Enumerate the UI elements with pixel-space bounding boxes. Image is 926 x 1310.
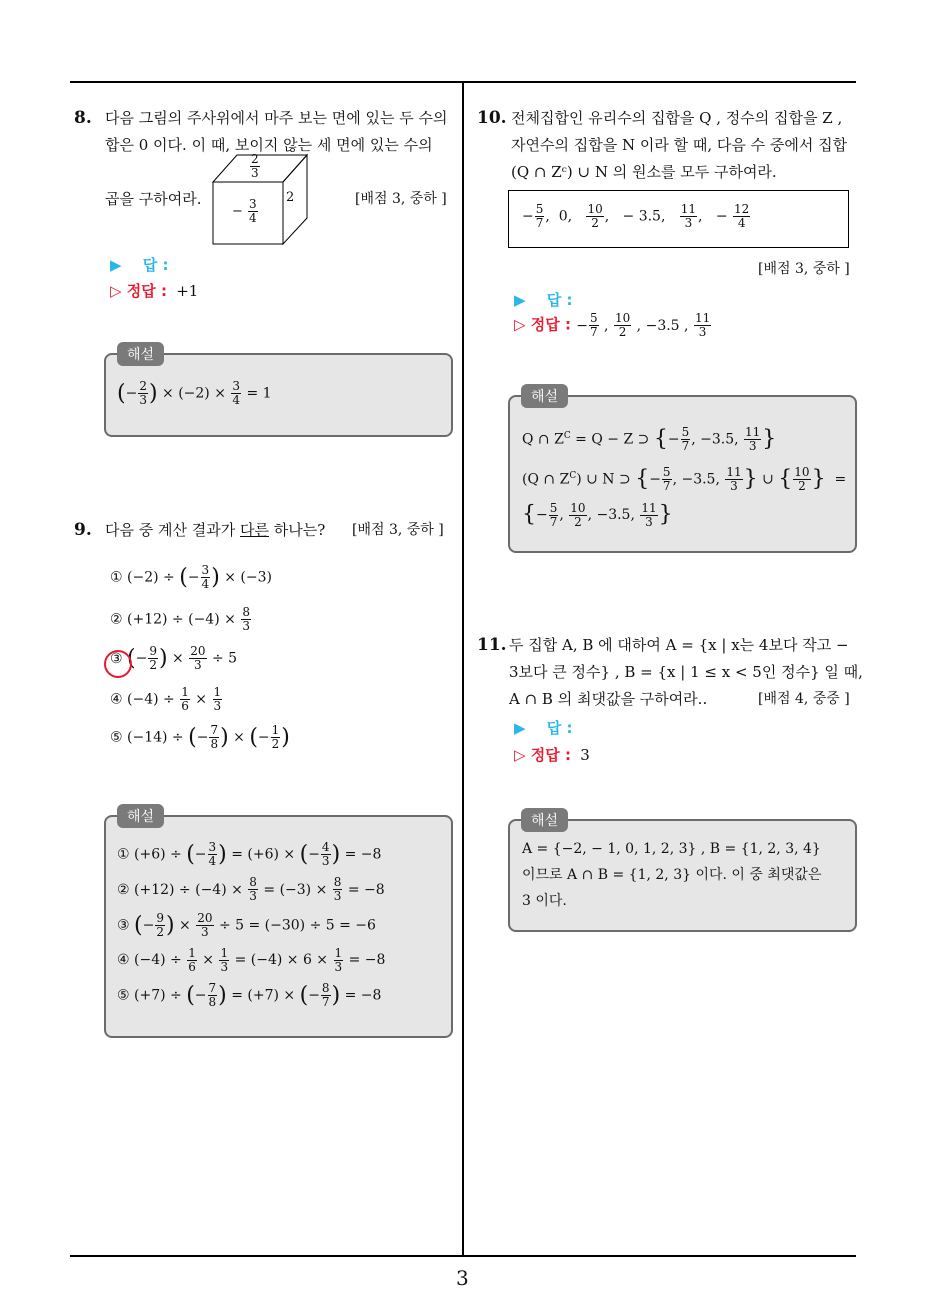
q11-sol-2: 이므로 A ∩ B = {1, 2, 3} 이다. 이 중 최댓값은 <box>522 867 822 883</box>
q9-choice-3[interactable]: ③ (− $\frac{9}{2}$ ) × $\frac{20}{3}$ ÷ 5 <box>110 645 237 672</box>
q9-solution-lines <box>117 837 385 1014</box>
q9-number: 9. <box>74 520 92 540</box>
q10-solution-lines <box>522 418 846 533</box>
q9-sol-1: ① (+6) ÷ (− $\frac{3}{4}$ ) = (+6) × (− $\frac{4}{3}$ ) = −8 <box>117 840 382 868</box>
q11-meta: [배점 4, 중중 ] <box>758 691 850 707</box>
play-icon: ▶ <box>514 291 526 309</box>
outline-triangle-icon: ▷ <box>110 282 122 300</box>
q8-line2: 합은 0 이다. 이 때, 보이지 않는 세 면에 있는 수의 <box>105 136 433 154</box>
q9-sol-5: ⑤ (+7) ÷ (− $\frac{7}{8}$ ) = (+7) × (− $\frac{8}{7}$ ) = −8 <box>117 981 382 1009</box>
q10-meta: [배점 3, 중하 ] <box>758 261 850 277</box>
red-circle-mark <box>104 650 132 678</box>
q8-answer: ▶ 답 : <box>110 256 169 274</box>
q8-line3: 곱을 구하여라. <box>105 190 202 208</box>
q9-meta: [배점 3, 중하 ] <box>352 522 444 538</box>
q11-sol-3: 3 이다. <box>522 893 567 909</box>
play-icon: ▶ <box>514 719 526 737</box>
q9-sol-4: ④ (−4) ÷ $\frac{1}{6}$ × $\frac{1}{3}$ = (−4) × 6 × $\frac{1}{3}$ = −8 <box>117 945 386 974</box>
q11-number: 11. <box>477 635 507 655</box>
q10-line2: 자연수의 집합을 N 이라 할 때, 다음 수 중에서 집합 <box>511 136 848 154</box>
q8-correct: ▷ 정답 : +1 <box>110 282 199 300</box>
q10-correct: ▷ 정답 : − $\frac{5}{7}$ , $\frac{10}{2}$ , −3.5 , $\frac{11}{3}$ <box>514 311 711 339</box>
q8-solution-line: (− $\frac{2}{3}$ ) × (−2) × $\frac{3}{4}$ = 1 <box>117 379 272 407</box>
q8-meta: [배점 3, 중하 ] <box>355 191 447 207</box>
q9-choice-5[interactable]: ⑤ (−14) ÷ (− $\frac{7}{8}$ ) × (− $\frac{1}{2}$ ) <box>110 723 290 751</box>
dice-diagram <box>211 152 311 252</box>
q9-choice-2[interactable]: ② (+12) ÷ (−4) × $\frac{8}{3}$ <box>110 605 250 633</box>
q11-solution-tag: 해설 <box>521 808 568 832</box>
q10-number: 10. <box>477 108 507 128</box>
q11-line1: 두 집합 A, B 에 대하여 A = {x | x는 4보다 작고 − <box>509 636 849 654</box>
dice-side-value: 2 <box>286 190 295 205</box>
q11-correct: ▷ 정답 : 3 <box>514 746 590 764</box>
play-icon: ▶ <box>110 256 122 274</box>
bottom-rule <box>70 1255 856 1257</box>
outline-triangle-icon: ▷ <box>514 746 526 764</box>
dice-top-value: $\frac{2}{3}$ <box>251 152 259 180</box>
q10-answer: ▶ 답 : <box>514 291 573 309</box>
q10-sol-1: Q ∩ $Z^C = Q - Z$ ⊃ {− $\frac{5}{7}$ , −3.5, $\frac{11}{3}$ } <box>522 425 777 454</box>
q11-line3: A ∩ B 의 최댓값을 구하여라.. <box>509 690 708 708</box>
q9-solution-tag: 해설 <box>117 804 164 828</box>
outline-triangle-icon: ▷ <box>514 315 526 334</box>
q8-line1: 다음 그림의 주사위에서 마주 보는 면에 있는 두 수의 <box>105 109 448 127</box>
q9-text: 다음 중 계산 결과가 다른 하나는? <box>105 521 326 539</box>
q9-sol-2: ② (+12) ÷ (−4) × $\frac{8}{3}$ = (−3) × $\frac{8}{3}$ = −8 <box>117 875 385 903</box>
q9-sol-3: ③ (− $\frac{9}{2}$ ) × $\frac{20}{3}$ ÷ 5 = (−30) ÷ 5 = −6 <box>117 910 376 939</box>
q10-number-list: − $\frac{5}{7}$ , 0, $\frac{10}{2}$ , − 3.5, $\frac{11}{3}$ , − $\frac{12}{4}$ <box>522 202 750 230</box>
q8-number: 8. <box>74 108 92 128</box>
q9-choice-1[interactable]: ① (−2) ÷ (− $\frac{3}{4}$ ) × (−3) <box>110 563 272 591</box>
dice-front-value: − $\frac{3}{4}$ <box>232 197 257 225</box>
q10-solution-tag: 해설 <box>521 384 568 408</box>
q11-solution-lines <box>522 836 821 914</box>
q10-sol-3: {− $\frac{5}{7}$ , $\frac{10}{2}$ , −3.5, $\frac{11}{3}$ } <box>522 500 673 529</box>
q8-solution-tag: 해설 <box>117 342 164 366</box>
q11-line2: 3보다 큰 정수} , B = {x | 1 ≤ x < 5인 정수} 일 때, <box>509 663 863 681</box>
q11-answer: ▶ 답 : <box>514 719 573 737</box>
q11-sol-1: A = {−2, − 1, 0, 1, 2, 3} , B = {1, 2, 3, 4} <box>522 841 821 857</box>
page-number: 3 <box>456 1266 469 1290</box>
q9-choice-4[interactable]: ④ (−4) ÷ $\frac{1}{6}$ × $\frac{1}{3}$ <box>110 685 222 713</box>
q10-line1: 전체집합인 유리수의 집합을 Q , 정수의 집합을 Z , <box>511 109 843 127</box>
column-divider <box>462 81 464 1257</box>
q10-sol-2: (Q ∩ $Z^C$) ∪ N ⊃ {− $\frac{5}{7}$ , −3.5, $\frac{11}{3}$ } ∪ { $\frac{10}{2}$ } = <box>522 464 847 493</box>
q10-line3: (Q ∩ Zᶜ) ∪ N 의 원소를 모두 구하여라. <box>511 163 777 181</box>
